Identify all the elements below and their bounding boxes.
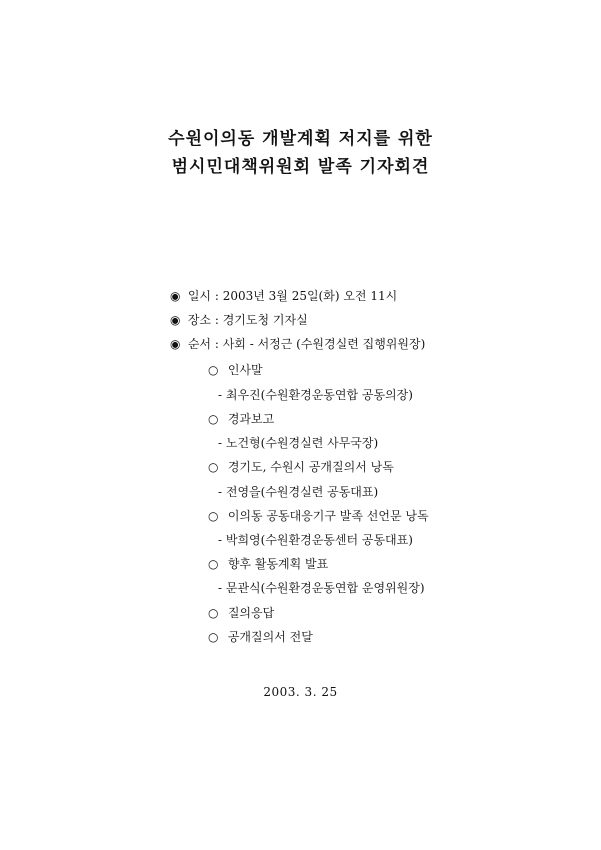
- circle-bullet-icon: ○: [208, 509, 219, 523]
- document-title-line-2: 범시민대책위원회 발족 기자회견: [171, 157, 430, 177]
- info-place-row: ◉ 장소 : 경기도청 기자실: [170, 313, 308, 327]
- program-item-person: - 박희영(수원환경운동센터 공동대표): [218, 533, 413, 547]
- info-date-value: 2003년 3월 25일(화) 오전 11시: [222, 289, 398, 303]
- program-item-title: 이의동 공동대응기구 발족 선언문 낭독: [227, 509, 429, 523]
- program-item-person: - 문관식(수원환경운동연합 운영위원장): [218, 581, 425, 595]
- circle-bullet-icon: ○: [208, 630, 219, 644]
- program-item-person: - 전영을(수원경실련 공동대표): [218, 485, 379, 499]
- circle-bullet-icon: ○: [208, 460, 219, 474]
- info-place-value: 경기도청 기자실: [222, 313, 308, 327]
- info-order-row: ◉ 순서 : 사회 - 서정근 (수원경실련 집행위원장): [170, 337, 426, 351]
- program-item-title: 질의응답: [227, 606, 275, 620]
- program-item-greeting: [208, 362, 263, 378]
- program-item-qna: [208, 605, 274, 621]
- program-item-title: 향후 활동계획 발표: [227, 557, 329, 571]
- program-item-title: 인사말: [227, 363, 263, 377]
- circle-bullet-icon: ○: [208, 557, 219, 571]
- program-item-person: - 최우진(수원환경운동연합 공동의장): [218, 388, 413, 402]
- program-item-progress-report: [208, 411, 274, 427]
- info-date-label: 일시: [187, 289, 212, 303]
- program-item-title: 공개질의서 전달: [227, 630, 313, 644]
- program-item-title: 경과보고: [227, 412, 275, 426]
- document-title-line-1: 수원이의동 개발계획 저지를 위한: [168, 129, 433, 149]
- program-item-letter-delivery: [208, 629, 313, 645]
- info-place-label: 장소: [187, 313, 212, 327]
- program-item-title: 경기도, 수원시 공개질의서 낭독: [227, 460, 394, 474]
- program-item-person: - 노건형(수원경실련 사무국장): [218, 436, 379, 450]
- circle-bullet-icon: ○: [208, 412, 219, 426]
- info-order-value: 사회 - 서정근 (수원경실련 집행위원장): [222, 337, 426, 351]
- info-date-row: ◉ 일시 : 2003년 3월 25일(화) 오전 11시: [170, 289, 398, 303]
- info-order-label: 순서: [187, 337, 212, 351]
- circle-bullet-icon: ○: [208, 363, 219, 377]
- bullet-icon: ◉: [170, 313, 181, 327]
- circle-bullet-icon: ○: [208, 606, 219, 620]
- program-item-open-letter: [208, 459, 394, 475]
- bullet-icon: ◉: [170, 289, 181, 303]
- program-item-declaration: [208, 508, 429, 524]
- program-item-future-plan: [208, 556, 328, 572]
- bullet-icon: ◉: [170, 337, 181, 351]
- document-date: 2003. 3. 25: [263, 685, 338, 699]
